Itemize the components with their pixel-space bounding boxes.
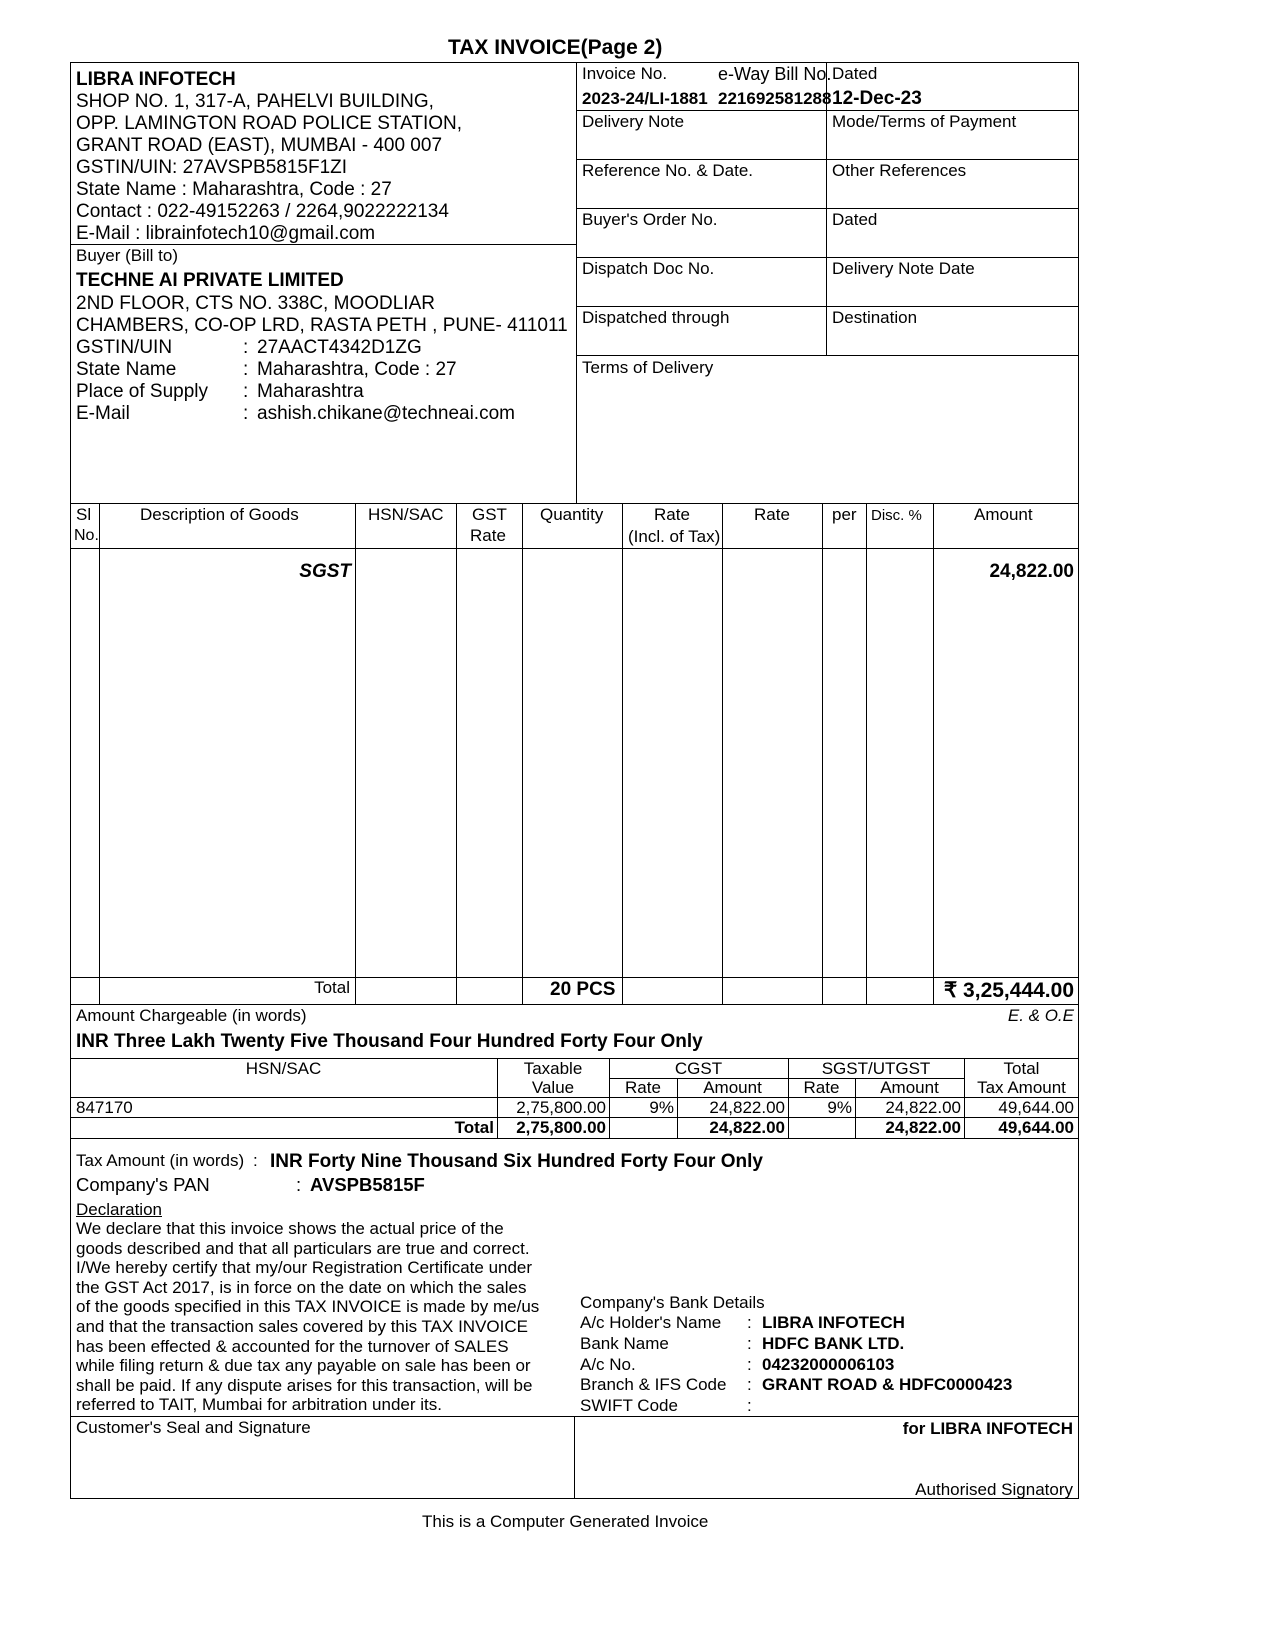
declaration-line: while filing return & due tax any payable on sale has been or: [76, 1356, 531, 1376]
declaration-line: the GST Act 2017, is in force on the date on which the sales: [76, 1277, 527, 1297]
col-header-hsn: HSN/SAC: [368, 505, 444, 524]
dated-value: 12-Dec-23: [832, 88, 922, 109]
declaration-line: of the goods specified in this TAX INVOICE is made by me/us: [76, 1297, 540, 1317]
amount-words-label: Amount Chargeable (in words): [76, 1006, 307, 1025]
for-company-label: for LIBRA INFOTECH: [902, 1419, 1073, 1438]
tax-col-sgst-amount: Amount: [880, 1078, 939, 1097]
tax-row-sgst-rate: 9%: [827, 1098, 852, 1117]
invoice-no-label: Invoice No.: [582, 64, 668, 83]
bank-heading: Company's Bank Details: [580, 1293, 765, 1312]
dispatch-doc-label: Dispatch Doc No.: [582, 259, 715, 278]
dated-label: Dated: [832, 64, 878, 83]
tax-total-label: Total: [454, 1118, 494, 1137]
tax-total-taxable: 2,75,800.00: [516, 1118, 606, 1137]
tax-row-cgst-amount: 24,822.00: [709, 1098, 785, 1117]
declaration-line: goods described and that all particulars are true and correct.: [76, 1238, 530, 1258]
tax-words-label: Tax Amount (in words): [76, 1151, 245, 1170]
reference-label: Reference No. & Date.: [582, 161, 754, 180]
dispatched-through-label: Dispatched through: [582, 308, 730, 327]
buyers-order-label: Buyer's Order No.: [582, 210, 718, 229]
other-references-label: Other References: [832, 161, 967, 180]
declaration-line: I/We hereby certify that my/our Registration Certificate under: [76, 1258, 533, 1278]
declaration-line: referred to TAIT, Mumbai for arbitration under its.: [76, 1395, 442, 1415]
colon-separator: :: [747, 1375, 752, 1394]
bank-field-label: A/c Holder's Name: [580, 1313, 722, 1332]
seller-gstin: GSTIN/UIN: 27AVSPB5815F1ZI: [76, 157, 348, 178]
buyer-field-label: Place of Supply: [76, 381, 209, 402]
tax-total-cgst: 24,822.00: [709, 1118, 785, 1137]
colon-separator: :: [243, 381, 249, 402]
colon-separator: :: [747, 1355, 752, 1374]
declaration-line: has been effected & accounted for the turnover of SALES: [76, 1336, 509, 1356]
buyer-state-value: Maharashtra, Code : 27: [257, 359, 457, 380]
tax-row-hsn: 847170: [76, 1098, 133, 1117]
seller-email: E-Mail : librainfotech10@gmail.com: [76, 223, 376, 244]
eway-label: e-Way Bill No.: [718, 64, 832, 84]
tax-col-sgst-rate: Rate: [803, 1078, 840, 1097]
colon-separator: :: [243, 403, 249, 424]
col-header-description: Description of Goods: [140, 505, 299, 524]
buyer-field-label: State Name: [76, 359, 177, 380]
amount-in-words: INR Three Lakh Twenty Five Thousand Four Hundred Forty Four Only: [76, 1031, 703, 1052]
tax-row-taxable: 2,75,800.00: [516, 1098, 606, 1117]
tax-amount-in-words: INR Forty Nine Thousand Six Hundred Forty Four Only: [270, 1151, 763, 1172]
tax-col-taxable: Taxable: [523, 1059, 583, 1078]
buyer-field-label: GSTIN/UIN: [76, 337, 173, 358]
terms-delivery-label: Terms of Delivery: [582, 358, 714, 377]
invoice-no-value: 2023-24/LI-1881: [582, 89, 708, 108]
col-header-per: per: [832, 505, 857, 524]
seller-state: State Name : Maharashtra, Code : 27: [76, 179, 392, 200]
declaration-text: [76, 1219, 539, 1415]
seller-address-line: OPP. LAMINGTON ROAD POLICE STATION,: [76, 113, 463, 134]
col-header-amount: Amount: [974, 505, 1033, 524]
declaration-line: We declare that this invoice shows the actual price of the: [76, 1219, 504, 1238]
col-header-quantity: Quantity: [540, 505, 604, 524]
colon-separator: :: [296, 1174, 302, 1195]
buyer-name: TECHNE AI PRIVATE LIMITED: [76, 270, 344, 291]
tax-row-total: 49,644.00: [998, 1098, 1074, 1117]
buyer-gstin-value: 27AACT4342D1ZG: [257, 337, 422, 358]
delivery-note-date-label: Delivery Note Date: [832, 259, 975, 278]
tax-row-sgst-amount: 24,822.00: [885, 1098, 961, 1117]
bank-field-label: A/c No.: [580, 1355, 636, 1374]
tax-total-amount: 49,644.00: [998, 1118, 1074, 1137]
buyer-place-value: Maharashtra: [257, 381, 364, 402]
tax-total-sgst: 24,822.00: [885, 1118, 961, 1137]
items-total-amount: ₹ 3,25,444.00: [943, 979, 1074, 1002]
col-header-gst: GST: [472, 505, 507, 524]
footer-note: This is a Computer Generated Invoice: [422, 1512, 709, 1531]
pan-value: AVSPB5815F: [310, 1174, 425, 1195]
col-header-rate-incl-sub: (Incl. of Tax): [628, 527, 721, 546]
declaration-heading: Declaration: [76, 1200, 162, 1219]
tax-col-total-amount: Tax Amount: [977, 1078, 1066, 1097]
bank-holder-value: LIBRA INFOTECH: [762, 1313, 905, 1332]
items-total-label: Total: [314, 978, 350, 997]
bank-branch-value: GRANT ROAD & HDFC0000423: [762, 1375, 1013, 1394]
eoe-label: E. & O.E: [1007, 1006, 1074, 1025]
pan-label: Company's PAN: [76, 1174, 210, 1195]
tax-col-taxable-value: Value: [531, 1078, 575, 1097]
customer-seal-label: Customer's Seal and Signature: [76, 1418, 311, 1437]
delivery-note-label: Delivery Note: [582, 112, 685, 131]
seller-contact: Contact : 022-49152263 / 2264,9022222134: [76, 201, 449, 222]
authorised-signatory-label: Authorised Signatory: [915, 1480, 1073, 1499]
colon-separator: :: [747, 1313, 752, 1332]
buyer-field-label: E-Mail: [76, 403, 130, 424]
col-header-sl-no: No.: [74, 527, 99, 544]
seller-address-line: GRANT ROAD (EAST), MUMBAI - 400 007: [76, 135, 443, 156]
bank-name-value: HDFC BANK LTD.: [762, 1334, 905, 1353]
col-header-rate: Rate: [754, 505, 790, 524]
page-title: TAX INVOICE(Page 2): [448, 36, 663, 59]
tax-col-cgst-amount: Amount: [703, 1078, 762, 1097]
colon-separator: :: [747, 1396, 752, 1415]
bank-field-label: Bank Name: [580, 1334, 669, 1353]
tax-col-cgst: CGST: [674, 1059, 723, 1078]
buyer-email-value: ashish.chikane@techneai.com: [257, 403, 515, 424]
col-header-disc: Disc. %: [871, 507, 922, 524]
item-description: SGST: [299, 561, 351, 582]
colon-separator: :: [747, 1334, 752, 1353]
bank-field-label: SWIFT Code: [580, 1396, 678, 1415]
eway-value: 221692581288: [718, 89, 832, 108]
tax-col-cgst-rate: Rate: [625, 1078, 661, 1097]
mode-terms-label: Mode/Terms of Payment: [832, 112, 1017, 131]
tax-row-cgst-rate: 9%: [649, 1098, 674, 1117]
item-amount: 24,822.00: [989, 561, 1074, 582]
seller-name: LIBRA INFOTECH: [76, 69, 236, 90]
colon-separator: :: [243, 337, 249, 358]
declaration-line: and that the transaction sales covered by this TAX INVOICE: [76, 1316, 528, 1336]
destination-label: Destination: [832, 308, 918, 327]
buyer-address-line: CHAMBERS, CO-OP LRD, RASTA PETH , PUNE- 411011: [76, 315, 568, 336]
bank-account-value: 04232000006103: [762, 1355, 895, 1374]
buyer-heading: Buyer (Bill to): [76, 246, 179, 265]
col-header-gst-rate: Rate: [470, 526, 506, 545]
colon-separator: :: [243, 359, 249, 380]
dated-label-2: Dated: [832, 210, 878, 229]
col-header-rate-incl: Rate: [654, 505, 690, 524]
declaration-line: shall be paid. If any dispute arises for this transaction, will be: [76, 1375, 533, 1395]
bank-field-label: Branch & IFS Code: [580, 1375, 727, 1394]
colon-separator: :: [253, 1151, 258, 1170]
col-header-sl: Sl: [76, 505, 92, 524]
buyer-address-line: 2ND FLOOR, CTS NO. 338C, MOODLIAR: [76, 293, 435, 314]
seller-address-line: SHOP NO. 1, 317-A, PAHELVI BUILDING,: [76, 91, 434, 112]
tax-col-hsn: HSN/SAC: [245, 1059, 322, 1078]
tax-col-sgst: SGST/UTGST: [821, 1059, 931, 1078]
items-total-quantity: 20 PCS: [550, 979, 616, 1000]
tax-col-total: Total: [1003, 1059, 1040, 1078]
